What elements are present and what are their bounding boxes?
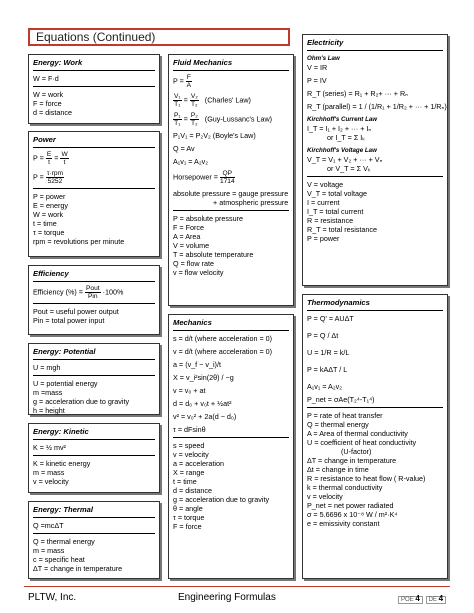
thermal-def: m = mass [33, 546, 65, 555]
thermo-def: (U-factor) [341, 447, 372, 456]
work-eq: W = F·d [33, 74, 59, 83]
elec-def: I_T = total current [307, 207, 364, 216]
thermo-def: P_net = net power radiated [307, 501, 394, 510]
mech-def: F = force [173, 522, 202, 531]
elec-def: R = resistance [307, 216, 354, 225]
footer-badges [398, 593, 446, 604]
mech-accel-eq: a = (v_f − v_i)/t [173, 360, 221, 369]
fluid-flow-eq: Q = Av [173, 144, 195, 153]
potential-def: m =mass [33, 388, 63, 397]
thermal-def: c = specific heat [33, 555, 85, 564]
mech-v3-eq: v² = v₀² + 2a(d − d₀) [173, 412, 237, 421]
mech-def: X = range [173, 468, 205, 477]
poe-badge: POE 4 [398, 596, 423, 604]
kcl-eq2: or I_T = Σ Iₖ [327, 133, 366, 142]
fluid-def: Q = flow rate [173, 259, 214, 268]
thermo-def: ΔT = change in temperature [307, 456, 397, 465]
elec-def: I = current [307, 198, 340, 207]
potential-eq: U = mgh [33, 363, 61, 372]
thermal-box [28, 501, 160, 579]
thermo-def: Δt = change in time [307, 465, 369, 474]
fluid-continuity-eq: A₁v₁ = A₂v₂ [173, 157, 208, 166]
efficiency-box [28, 265, 160, 335]
mechanics-header: Mechanics [173, 318, 212, 327]
thermo-def: U = coefficient of heat conductivity [307, 438, 417, 447]
mech-def: θ = angle [173, 504, 203, 513]
thermo-eq: P_net = σAe(T₂⁴-T₁⁴) [307, 395, 375, 404]
fluid-guy-eq: $\frac{\text{P₁}}{\text{T₁}}$ = $\frac{\text{P₂}}{\text{T₂}}$ (Guy-Lussanc's Law) [174, 112, 273, 127]
thermo-eq: P = Q' = AUΔT [307, 314, 354, 323]
mech-velocity-eq: v = d/t (where acceleration = 0) [173, 347, 273, 356]
power-def: W = work [33, 210, 64, 219]
power-def: E = energy [33, 201, 68, 210]
page-title: Equations (Continued) [28, 28, 290, 46]
fluid-def: T = absolute temperature [173, 250, 254, 259]
thermo-eq: A₁v₁ = A₂v₂ [307, 382, 342, 391]
potential-def: g = acceleration due to gravity [33, 397, 130, 406]
efficiency-eq: Efficiency (%) = Pout Pin ·100% [33, 285, 124, 300]
thermo-eq: P = Q / Δt [307, 331, 339, 340]
thermo-def: A = Area of thermal conductivity [307, 429, 408, 438]
thermo-def: R = resistance to heat flow ( R-value) [307, 474, 426, 483]
power-header: Power [33, 135, 56, 144]
thermo-eq: U = 1/R = k/L [307, 348, 350, 357]
potential-box [28, 343, 160, 415]
kvl-eq1: V_T = V₁ + V₂ + ··· + Vₙ [307, 155, 383, 164]
thermo-eq: P = kAΔT / L [307, 365, 348, 374]
efficiency-header: Efficiency [33, 269, 69, 278]
kvl-subheader: Kirchhoff's Voltage Law [307, 147, 377, 154]
thermal-def: ΔT = change in temperature [33, 564, 123, 573]
fluid-header: Fluid Mechanics [173, 58, 233, 67]
kvl-eq2: or V_T = Σ Vₖ [327, 164, 371, 173]
power-box [28, 131, 160, 257]
parallel-resistance-eq: R_T (parallel) = 1 / (1/R₁ + 1/R₂ + ··· + 1/Rₙ) [307, 102, 447, 111]
mech-def: v = velocity [173, 450, 209, 459]
kinetic-eq: K = ½ mv² [33, 443, 66, 452]
thermo-def: e = emissivity constant [307, 519, 380, 528]
thermo-def: P = rate of heat transfer [307, 411, 383, 420]
mech-d-eq: d = d₀ + v₀t + ½at² [173, 399, 232, 408]
mech-def: a = acceleration [173, 459, 224, 468]
mech-def: g = acceleration due to gravity [173, 495, 270, 504]
thermodynamics-header: Thermodynamics [307, 298, 370, 307]
thermo-def: σ = 5.6696 x 10⁻⁸ W / m²·K⁴ [307, 510, 398, 519]
work-def: d = distance [33, 108, 72, 117]
work-def: F = force [33, 99, 62, 108]
footer-divider [24, 586, 450, 587]
fluid-abs-line1: absolute pressure = gauge pressure [173, 189, 289, 198]
efficiency-def: Pin = total power input [33, 316, 105, 325]
thermal-header: Energy: Thermal [33, 505, 93, 514]
potential-def: U = potential energy [33, 379, 98, 388]
kinetic-header: Energy: Kinetic [33, 427, 89, 436]
elec-def: R_T = total resistance [307, 225, 377, 234]
fluid-def: V = volume [173, 241, 210, 250]
kinetic-def: K = kinetic energy [33, 459, 91, 468]
potential-def: h = height [33, 406, 65, 415]
mech-v2-eq: v = v₀ + at [173, 386, 206, 395]
mech-def: τ = torque [173, 513, 205, 522]
power-eq2: P = τ·rpm 5252 [33, 170, 64, 185]
fluid-abs-line2: + atmospheric pressure [213, 198, 289, 207]
mech-torque-eq: τ = dFsinθ [173, 425, 206, 434]
thermal-def: Q = thermal energy [33, 537, 95, 546]
ohm-subheader: Ohm's Law [307, 55, 340, 62]
power-def: rpm = revolutions per minute [33, 237, 125, 246]
fluid-def: v = flow velocity [173, 268, 224, 277]
thermo-def: k = thermal conductivity [307, 483, 383, 492]
fluid-pressure-eq: P = $\frac{F}{A}$ [173, 74, 192, 89]
thermodynamics-box [302, 294, 448, 579]
efficiency-def: Pout = useful power output [33, 307, 119, 316]
ohm-eq: V = IR [307, 63, 328, 72]
fluid-def: F = Force [173, 223, 204, 232]
series-resistance-eq: R_T (series) = R₁ + R₂+ ··· + Rₙ [307, 89, 409, 98]
fluid-box [168, 54, 294, 306]
kcl-eq1: I_T = I₁ + I₂ + ··· + Iₙ [307, 124, 372, 133]
work-box [28, 54, 160, 124]
footer [28, 592, 448, 603]
mechanics-box [168, 314, 294, 579]
thermo-def: v = velocity [307, 492, 343, 501]
elec-power-eq: P = IV [307, 76, 327, 85]
footer-doc-title: Engineering Formulas [178, 592, 276, 603]
mech-range-eq: X = v_i²sin(2θ) / −g [173, 373, 234, 382]
mech-def: s = speed [173, 441, 205, 450]
fluid-def: A = Area [173, 232, 201, 241]
thermal-eq: Q =mcΔT [33, 521, 64, 530]
thermo-def: Q = thermal energy [307, 420, 369, 429]
power-def: τ = torque [33, 228, 65, 237]
work-header: Energy: Work [33, 58, 83, 67]
footer-org: PLTW, Inc. [28, 592, 77, 603]
elec-def: P = power [307, 234, 340, 243]
mech-def: d = distance [173, 486, 212, 495]
kinetic-def: m = mass [33, 468, 65, 477]
kinetic-box [28, 423, 160, 493]
mech-speed-eq: s = d/t (where acceleration = 0) [173, 334, 273, 343]
power-def: t = time [33, 219, 57, 228]
kinetic-def: v = velocity [33, 477, 69, 486]
de-badge: DE 4 [426, 596, 446, 604]
fluid-charles-eq: $\frac{\text{V₁}}{\text{T₁}}$ = $\frac{\text{V₂}}{\text{T₂}}$ (Charles' Law) [174, 93, 251, 108]
kcl-subheader: Kirchhoff's Current Law [307, 116, 378, 123]
fluid-def: P = absolute pressure [173, 214, 243, 223]
fluid-horsepower-eq: Horsepower = $\frac{QP}{1714}$ [173, 170, 235, 185]
fluid-boyle-eq: P₁V₁ = P₂V₂ (Boyle's Law) [173, 131, 256, 140]
electricity-header: Electricity [307, 38, 344, 47]
electricity-box [302, 34, 448, 286]
elec-def: V = voltage [307, 180, 344, 189]
work-def: W = work [33, 90, 64, 99]
mech-def: t = time [173, 477, 197, 486]
potential-header: Energy: Potential [33, 347, 96, 356]
power-eq1: P = $\frac{E}{t}$ = $\frac{W}{t}$ [33, 151, 68, 166]
power-def: P = power [33, 192, 66, 201]
elec-def: V_T = total voltage [307, 189, 368, 198]
